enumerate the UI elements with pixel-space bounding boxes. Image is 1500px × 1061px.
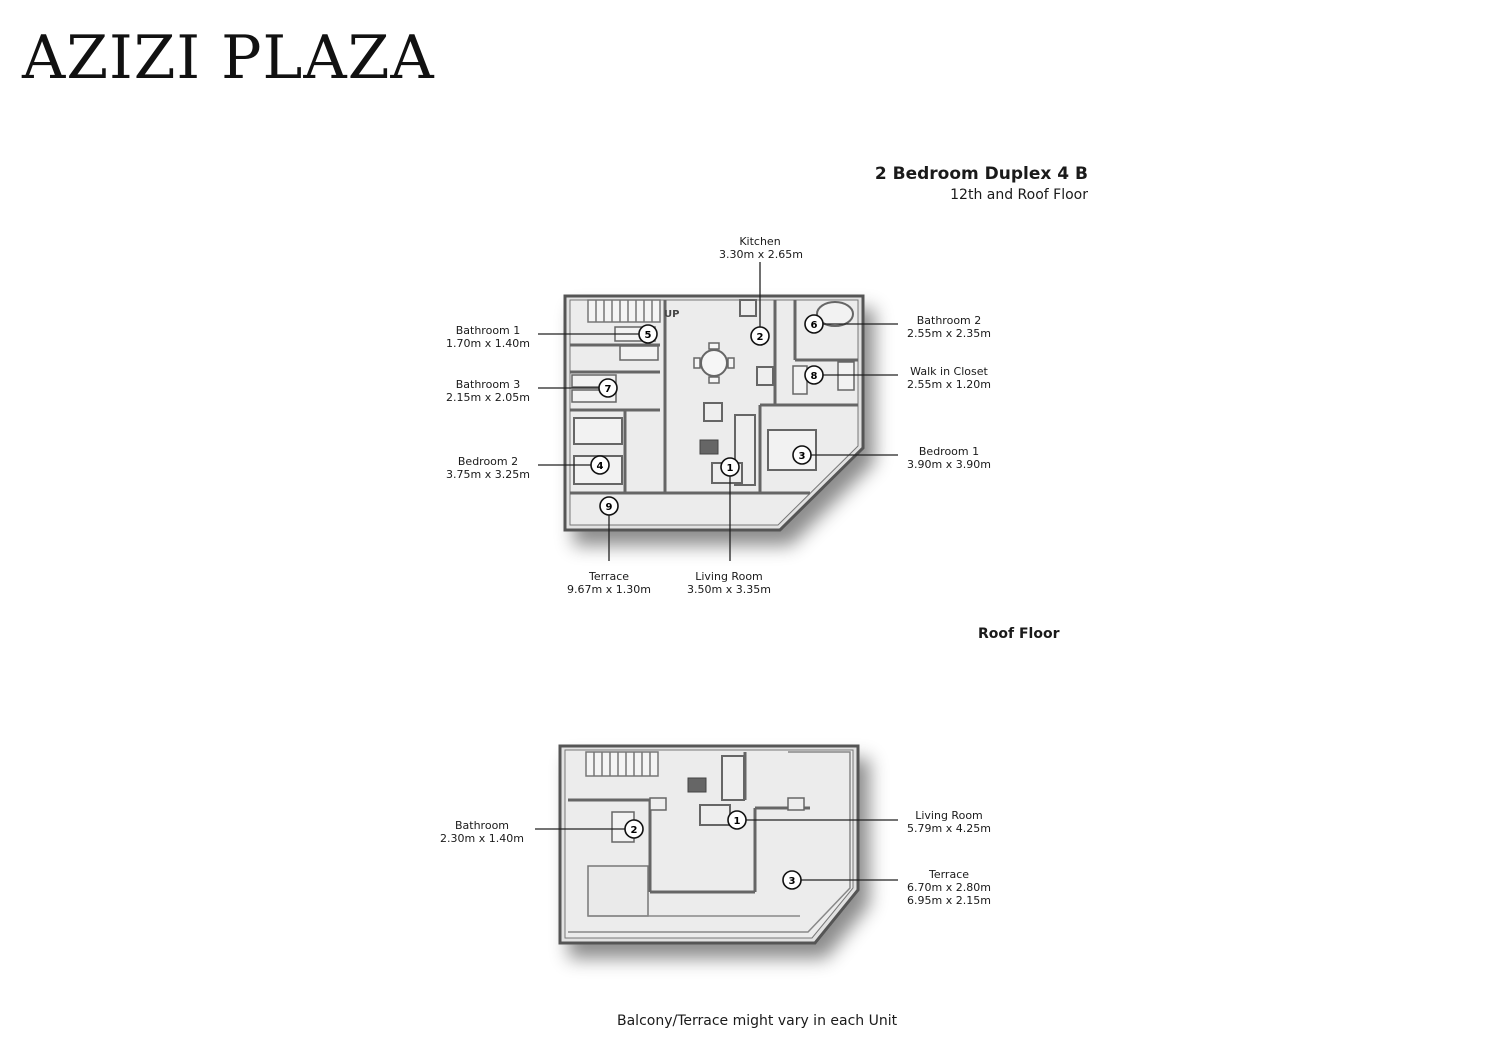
marker-bedroom-1 <box>793 446 811 464</box>
label-terrace: Terrace 9.67m x 1.30m <box>567 570 651 596</box>
marker-bathroom-1 <box>639 325 657 343</box>
svg-text:3: 3 <box>798 451 806 462</box>
marker-terrace <box>600 497 618 515</box>
marker-walk-in-closet <box>805 366 823 384</box>
svg-text:4: 4 <box>596 461 604 472</box>
svg-text:5: 5 <box>644 330 652 341</box>
marker-bedroom-2 <box>591 456 609 474</box>
svg-text:3: 3 <box>788 876 796 887</box>
label-bathroom-2: Bathroom 2 2.55m x 2.35m <box>907 314 991 340</box>
marker-bathroom-3 <box>599 379 617 397</box>
label-bathroom-3: Bathroom 3 2.15m x 2.05m <box>446 378 530 404</box>
svg-text:1: 1 <box>733 816 741 827</box>
unit-floors: 12th and Roof Floor <box>950 187 1088 203</box>
label-bedroom-1: Bedroom 1 3.90m x 3.90m <box>907 445 991 471</box>
marker-roof-bathroom <box>625 820 643 838</box>
label-kitchen: Kitchen 3.30m x 2.65m <box>719 235 803 261</box>
label-roof-terrace: Terrace 6.70m x 2.80m 6.95m x 2.15m <box>907 868 991 907</box>
marker-living-room <box>721 458 739 476</box>
marker-roof-terrace <box>783 871 801 889</box>
roof-floor-plan <box>560 746 858 943</box>
label-living-room: Living Room 3.50m x 3.35m <box>687 570 771 596</box>
label-roof-living-room: Living Room 5.79m x 4.25m <box>907 809 991 835</box>
marker-kitchen <box>751 327 769 345</box>
svg-text:7: 7 <box>604 384 612 395</box>
roof-floor-title: Roof Floor <box>978 626 1060 642</box>
marker-roof-living-room <box>728 811 746 829</box>
label-walk-in-closet: Walk in Closet 2.55m x 1.20m <box>907 365 991 391</box>
svg-text:2: 2 <box>630 825 638 836</box>
svg-text:8: 8 <box>810 371 818 382</box>
svg-text:2: 2 <box>756 332 764 343</box>
svg-text:9: 9 <box>605 502 613 513</box>
up-label: UP <box>664 309 680 320</box>
brand-logo: AZIZI PLAZA <box>22 23 435 93</box>
svg-text:6: 6 <box>810 320 818 331</box>
label-bedroom-2: Bedroom 2 3.75m x 3.25m <box>446 455 530 481</box>
label-bathroom-1: Bathroom 1 1.70m x 1.40m <box>446 324 530 350</box>
label-roof-bathroom: Bathroom 2.30m x 1.40m <box>440 819 524 845</box>
svg-text:1: 1 <box>726 463 734 474</box>
unit-title: 2 Bedroom Duplex 4 B <box>874 164 1088 184</box>
marker-bathroom-2 <box>805 315 823 333</box>
footer-note: Balcony/Terrace might vary in each Unit <box>617 1013 898 1029</box>
